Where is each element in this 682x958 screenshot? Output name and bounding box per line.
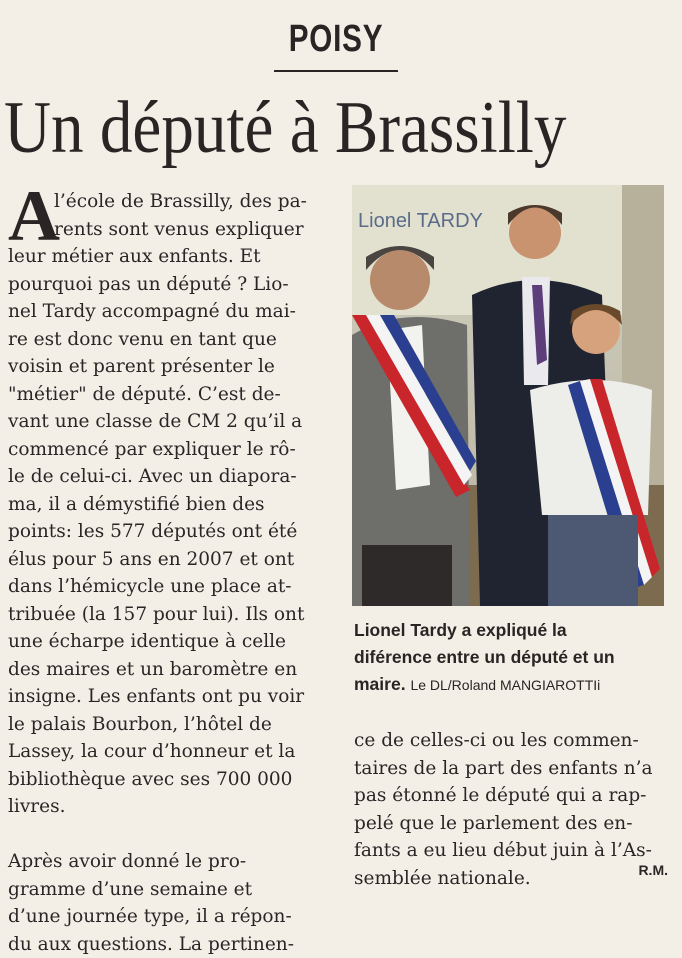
- body-text-line: Lassey, la cour d’honneur et la: [8, 738, 343, 766]
- body-text-line: élus pour 5 ans en 2007 et ont: [8, 546, 343, 574]
- photo: [352, 185, 664, 606]
- author-signature: R.M.: [638, 862, 668, 878]
- body-text-line: gramme d’une semaine et: [8, 876, 343, 904]
- body-text-line: re est donc venu en tant que: [8, 326, 343, 354]
- body-column-left: [8, 188, 343, 958]
- body-text-line: rents sont venus expliquer: [8, 216, 343, 244]
- body-text-line: voisin et parent présenter le: [8, 353, 343, 381]
- body-text-line: commencé par expliquer le rô-: [8, 436, 343, 464]
- body-text-line: semblée nationale.: [354, 865, 676, 893]
- body-text-line: taires de la part des enfants n’a: [354, 755, 676, 783]
- body-text-line: pelé que le parlement des en-: [354, 810, 676, 838]
- body-text-line: fants a eu lieu début juin à l’As-: [354, 837, 676, 865]
- body-text-line: vant une classe de CM 2 qu’il a: [8, 408, 343, 436]
- body-text-line: "métier" de député. C’est de-: [8, 381, 343, 409]
- body-text-line: points: les 577 députés ont été: [8, 518, 343, 546]
- body-text-line: dans l’hémicycle une place at-: [8, 573, 343, 601]
- caption-line: Lionel Tardy a expliqué la: [354, 617, 674, 644]
- body-text-line: le palais Bourbon, l’hôtel de: [8, 711, 343, 739]
- caption-line: maire.: [354, 674, 406, 694]
- body-text-line: insigne. Les enfants ont pu voir: [8, 683, 343, 711]
- body-text-line: bibliothèque avec ses 700 000: [8, 766, 343, 794]
- body-text-line: Après avoir donné le pro-: [8, 848, 343, 876]
- photo-caption: [354, 617, 674, 699]
- headline: Un député à Brassilly: [4, 80, 602, 176]
- caption-line: diférence entre un député et un: [354, 644, 674, 671]
- body-text-line: nel Tardy accompagné du mai-: [8, 298, 343, 326]
- body-text-line: ma, il a démystifié bien des: [8, 491, 343, 519]
- photo-banner-text: Lionel TARDY: [358, 210, 483, 232]
- body-text-line: leur métier aux enfants. Et: [8, 243, 343, 271]
- body-text-line: pourquoi pas un député ? Lio-: [8, 271, 343, 299]
- body-text-line: [8, 821, 343, 849]
- photo-illustration: [352, 185, 664, 606]
- body-text-line: livres.: [8, 793, 343, 821]
- body-text-line: d’une journée type, il a répon-: [8, 903, 343, 931]
- body-text-line: l’école de Brassilly, des pa-: [8, 188, 343, 216]
- body-text-line: pas étonné le député qui a rap-: [354, 782, 676, 810]
- body-column-right: [354, 727, 676, 892]
- body-text-line: ce de celles-ci ou les commen-: [354, 727, 676, 755]
- kicker: POISY: [288, 14, 385, 64]
- body-text-line: du aux questions. La pertinen-: [8, 931, 343, 958]
- body-text-line: le de celui-ci. Avec un diapora-: [8, 463, 343, 491]
- body-text-line: une écharpe identique à celle: [8, 628, 343, 656]
- drop-cap: A: [8, 184, 60, 248]
- kicker-underline: [274, 70, 398, 72]
- body-text-line: tribuée (la 157 pour lui). Ils ont: [8, 601, 343, 629]
- photo-credit: Le DL/Roland MANGIAROTTIi: [410, 677, 600, 693]
- body-text-line: des maires et un baromètre en: [8, 656, 343, 684]
